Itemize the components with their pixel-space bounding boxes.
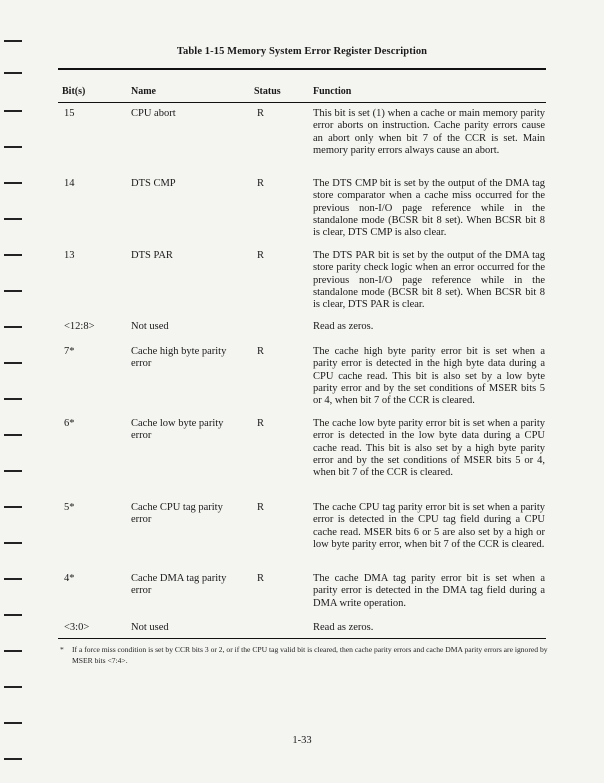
margin-mark: [4, 182, 22, 184]
header-bits: Bit(s): [62, 86, 86, 97]
bit-cell: 14: [64, 178, 75, 189]
status-cell: R: [257, 502, 265, 513]
bit-cell: 7*: [64, 346, 75, 357]
header-function: Function: [313, 86, 352, 97]
margin-mark: [4, 542, 22, 544]
bit-cell: <12:8>: [64, 321, 95, 332]
bit-cell: 13: [64, 250, 75, 261]
status-cell: R: [257, 418, 265, 429]
bottom-rule: [58, 638, 546, 639]
name-cell: DTS CMP: [131, 178, 176, 189]
margin-mark: [4, 290, 22, 292]
function-cell: Read as zeros.: [313, 321, 374, 332]
function-cell: Read as zeros.: [313, 622, 374, 633]
margin-mark: [4, 434, 22, 436]
function-cell: The DTS CMP bit is set by the output of the DMA tag store comparator when a cache miss occurred for the previous non-I/O page reference while in the standalone mode (BCSR bit 8 set). When BCSR bit 8 is clear, DTS CMP is also clear.: [313, 178, 545, 239]
footnote-mark: *: [60, 645, 64, 654]
status-cell: R: [257, 178, 265, 189]
function-cell: The DTS PAR bit is set by the output of the DMA tag store parity check logic when an error occurred for the previous non-I/O page reference while in the standalone mode (BCSR bit 8 set). When BCSR bit 8 is clear, DTS PAR is clear.: [313, 250, 545, 311]
name-cell: DTS PAR: [131, 250, 173, 261]
top-rule: [58, 68, 546, 70]
bit-cell: 4*: [64, 573, 75, 584]
function-cell: The cache CPU tag parity error bit is set when a parity error is detected in the CPU tag field during a CPU cache read. MSER bits 6 or 5 are also set by a high or low byte parity error, when bit 7 of the CCR is cleared.: [313, 502, 545, 550]
margin-mark: [4, 722, 22, 724]
bit-cell: 15: [64, 108, 75, 119]
header-status: Status: [254, 86, 281, 97]
footnote-text: If a force miss condition is set by CCR bits 3 or 2, or if the CPU tag valid bit is cleared, then cache parity errors and cache DMA parity errors are ignored by MSER bits <7:4>.: [72, 645, 548, 665]
margin-mark: [4, 758, 22, 760]
margin-mark: [4, 362, 22, 364]
bit-cell: 6*: [64, 418, 75, 429]
margin-mark: [4, 614, 22, 616]
function-cell: This bit is set (1) when a cache or main memory parity error aborts on instruction. Cache parity errors cause an abort only when bit 7 of the CCR is set. Main memory parity errors always cause an abort.: [313, 108, 545, 156]
page-number: 1-33: [292, 735, 312, 746]
margin-mark: [4, 470, 22, 472]
footnote: [60, 644, 548, 666]
margin-mark: [4, 218, 22, 220]
margin-mark: [4, 40, 22, 42]
table-title: Table 1-15 Memory System Error Register Description: [176, 46, 428, 57]
name-cell: Cache low byte parity error: [131, 418, 224, 442]
margin-mark: [4, 110, 22, 112]
name-cell: Cache CPU tag parity error: [131, 502, 223, 526]
margin-mark: [4, 686, 22, 688]
header-name: Name: [131, 86, 156, 97]
bit-cell: 5*: [64, 502, 75, 513]
status-cell: R: [257, 108, 265, 119]
name-cell: CPU abort: [131, 108, 176, 119]
function-cell: The cache low byte parity error bit is set when a parity error is detected in the low byte data during a CPU cache read. This bit is also set by a high byte parity error and by the set conditions of MSER bits 5 or 4, when bit 7 of the CCR is cleared.: [313, 418, 545, 479]
margin-mark: [4, 254, 22, 256]
margin-mark: [4, 398, 22, 400]
margin-mark: [4, 506, 22, 508]
bit-cell: <3:0>: [64, 622, 90, 633]
margin-mark: [4, 578, 22, 580]
name-cell: Cache high byte parity error: [131, 346, 227, 370]
margin-mark: [4, 650, 22, 652]
status-cell: R: [257, 346, 265, 357]
function-cell: The cache high byte parity error bit is set when a parity error is detected in the high byte data during a CPU cache read. This bit is also set by a low byte parity error and by the set conditions of MSER bits 5 or 4, when bit 7 of the CCR is cleared.: [313, 346, 545, 407]
margin-mark: [4, 146, 22, 148]
margin-mark: [4, 326, 22, 328]
header-rule: [58, 102, 546, 103]
function-cell: The cache DMA tag parity error bit is set when a parity error is detected in the DMA tag field during a DMA write operation.: [313, 573, 545, 609]
status-cell: R: [257, 573, 265, 584]
name-cell: Cache DMA tag parity error: [131, 573, 227, 597]
status-cell: R: [257, 250, 265, 261]
margin-mark: [4, 72, 22, 74]
name-cell: Not used: [131, 622, 169, 633]
name-cell: Not used: [131, 321, 169, 332]
